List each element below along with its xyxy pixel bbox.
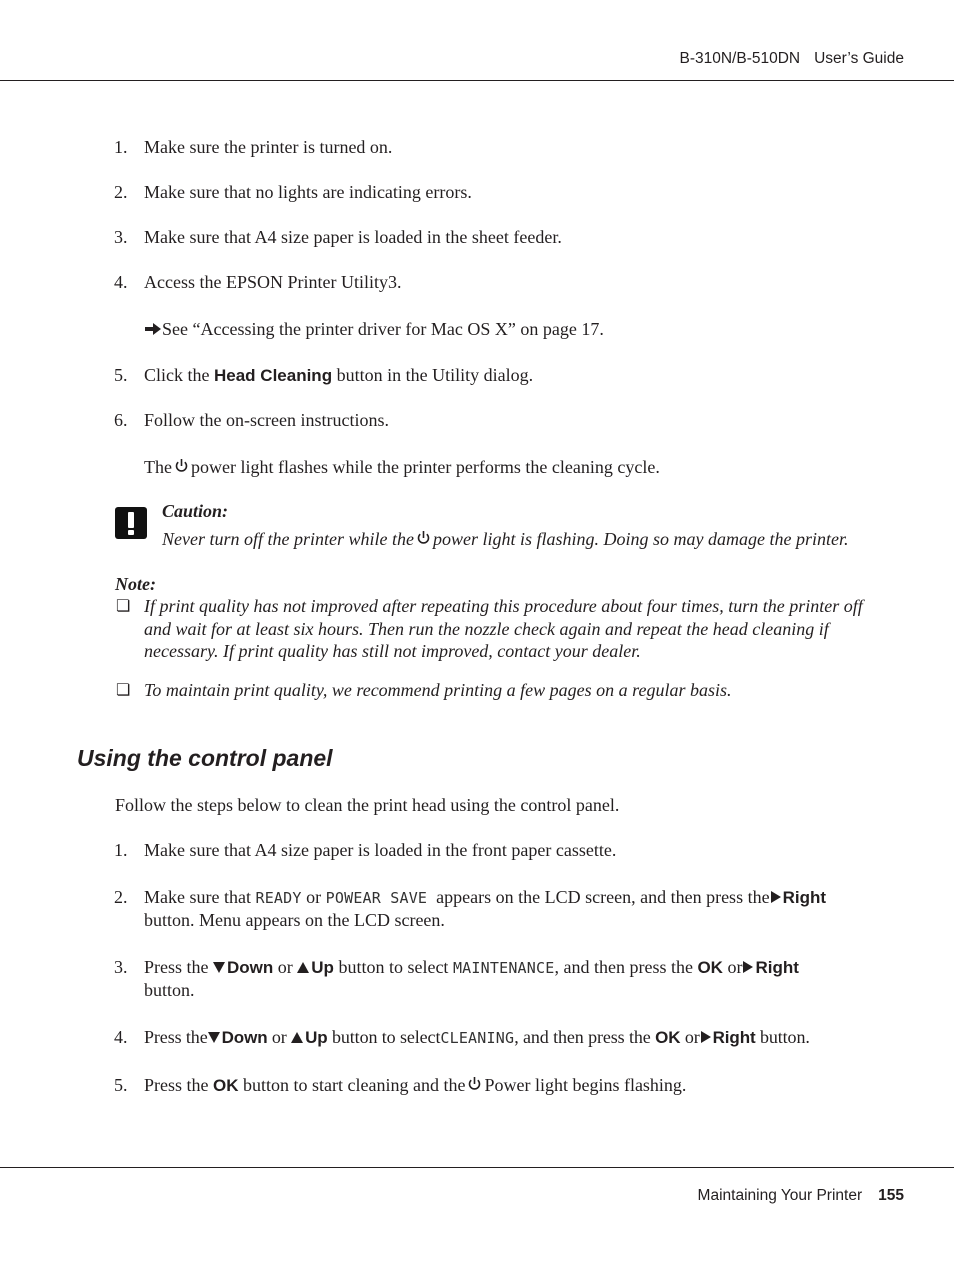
- step-text: [144, 1074, 686, 1097]
- text-fragment: power light flashes while the printer performs the cleaning cycle.: [190, 457, 660, 477]
- text-fragment: Click the: [144, 365, 210, 385]
- text-fragment: Press the: [144, 1075, 209, 1095]
- step-text: [144, 956, 799, 980]
- step-number: 4.: [114, 1027, 128, 1047]
- text-fragment: Press the: [144, 957, 209, 977]
- right-button-label: Right: [755, 958, 799, 977]
- step-number: 1.: [114, 840, 128, 860]
- text-fragment: Press the: [144, 1027, 208, 1047]
- lcd-text: READY: [255, 889, 302, 907]
- right-button-label: Right: [782, 888, 826, 907]
- caution-title: Caution:: [162, 501, 229, 521]
- step-number: 4.: [114, 272, 128, 292]
- text-fragment: or: [306, 887, 322, 907]
- header-guide: User’s Guide: [814, 50, 904, 67]
- header-model: B-310N/B-510DN: [679, 50, 801, 67]
- up-triangle-icon: [291, 1032, 303, 1043]
- checkbox-bullet-icon: ❏: [116, 682, 131, 699]
- checkbox-bullet-icon: ❏: [116, 598, 131, 615]
- arrow-right-icon: [144, 322, 162, 336]
- step-text: Access the EPSON Printer Utility3.: [144, 272, 402, 292]
- note-item-line: To maintain print quality, we recommend printing a few pages on a regular basis.: [144, 680, 732, 700]
- text-fragment: or: [271, 1027, 287, 1047]
- text-fragment: , and then press the: [554, 957, 693, 977]
- down-triangle-icon: [213, 962, 225, 973]
- lcd-text: POWEAR SAVE: [325, 889, 428, 907]
- section-heading: Using the control panel: [77, 745, 333, 771]
- cross-reference-link[interactable]: [144, 318, 604, 341]
- down-button-label: Down: [221, 1028, 268, 1047]
- step-text: Make sure that no lights are indicating errors.: [144, 182, 472, 202]
- step-text: button. Menu appears on the LCD screen.: [144, 910, 445, 930]
- note-item-line: If print quality has not improved after repeating this procedure about four times, turn the printer off: [144, 596, 863, 616]
- power-icon: [468, 1076, 481, 1092]
- up-triangle-icon: [297, 962, 309, 973]
- section-intro: Follow the steps below to clean the print head using the control panel.: [115, 795, 620, 815]
- text-fragment: appears on the LCD screen, and then press the: [436, 887, 770, 907]
- down-button-label: Down: [227, 958, 274, 977]
- step-text: Make sure the printer is turned on.: [144, 137, 393, 157]
- text-fragment: Power light begins flashing.: [484, 1075, 687, 1095]
- caution-icon: [115, 507, 147, 539]
- step-text: [144, 1026, 810, 1050]
- step-number: 3.: [114, 957, 128, 977]
- step-text: Make sure that A4 size paper is loaded in the front paper cassette.: [144, 840, 617, 860]
- step-number: 6.: [114, 410, 128, 430]
- note-item-line: and wait for at least six hours. Then run the nozzle check again and repeat the head cleaning if: [144, 619, 829, 639]
- right-triangle-icon: [742, 961, 753, 973]
- step-text: Follow the on-screen instructions.: [144, 410, 389, 430]
- head-cleaning-label: Head Cleaning: [214, 366, 333, 385]
- page-header: [680, 50, 905, 68]
- note-title: Note:: [115, 574, 156, 594]
- power-light-note: [144, 456, 660, 479]
- text-fragment: button.: [759, 1027, 810, 1047]
- right-triangle-icon: [700, 1031, 711, 1043]
- text-fragment: power light is flashing. Doing so may damage the printer.: [432, 529, 849, 549]
- footer-section: Maintaining Your Printer: [697, 1187, 863, 1204]
- right-button-label: Right: [712, 1028, 756, 1047]
- step-number: 5.: [114, 365, 128, 385]
- lcd-text: MAINTENANCE: [452, 959, 555, 977]
- text-fragment: or: [684, 1027, 700, 1047]
- right-triangle-icon: [770, 891, 781, 903]
- ok-button-label: OK: [697, 958, 723, 977]
- text-fragment: button to select: [338, 957, 449, 977]
- text-fragment: , and then press the: [514, 1027, 651, 1047]
- text-fragment: Never turn off the printer while the: [162, 529, 414, 549]
- ok-button-label: OK: [213, 1076, 239, 1095]
- step-number: 2.: [114, 182, 128, 202]
- step-number: 2.: [114, 887, 128, 907]
- lcd-text: CLEANING: [440, 1029, 515, 1047]
- note-item-line: necessary. If print quality has still not improved, contact your dealer.: [144, 641, 641, 661]
- text-fragment: or: [727, 957, 743, 977]
- cross-reference-text: See “Accessing the printer driver for Mac OS X” on page 17.: [162, 319, 604, 339]
- step-text: [144, 364, 533, 387]
- page-number: 155: [878, 1187, 904, 1204]
- up-button-label: Up: [305, 1028, 328, 1047]
- text-fragment: button to start cleaning and the: [243, 1075, 466, 1095]
- text-fragment: button in the Utility dialog.: [336, 365, 534, 385]
- step-text: [144, 886, 826, 910]
- down-triangle-icon: [208, 1032, 220, 1043]
- ok-button-label: OK: [655, 1028, 681, 1047]
- step-number: 1.: [114, 137, 128, 157]
- text-fragment: button to select: [331, 1027, 441, 1047]
- step-number: 3.: [114, 227, 128, 247]
- caution-text: [162, 528, 848, 551]
- text-fragment: Make sure that: [144, 887, 251, 907]
- page-footer: [698, 1187, 904, 1205]
- step-number: 5.: [114, 1075, 128, 1095]
- header-rule: [0, 80, 954, 81]
- step-text: button.: [144, 980, 195, 1000]
- power-icon: [417, 530, 430, 546]
- up-button-label: Up: [311, 958, 334, 977]
- step-text: Make sure that A4 size paper is loaded in the sheet feeder.: [144, 227, 562, 247]
- footer-rule: [0, 1167, 954, 1168]
- text-fragment: The: [144, 457, 172, 477]
- text-fragment: or: [277, 957, 293, 977]
- power-icon: [175, 458, 188, 474]
